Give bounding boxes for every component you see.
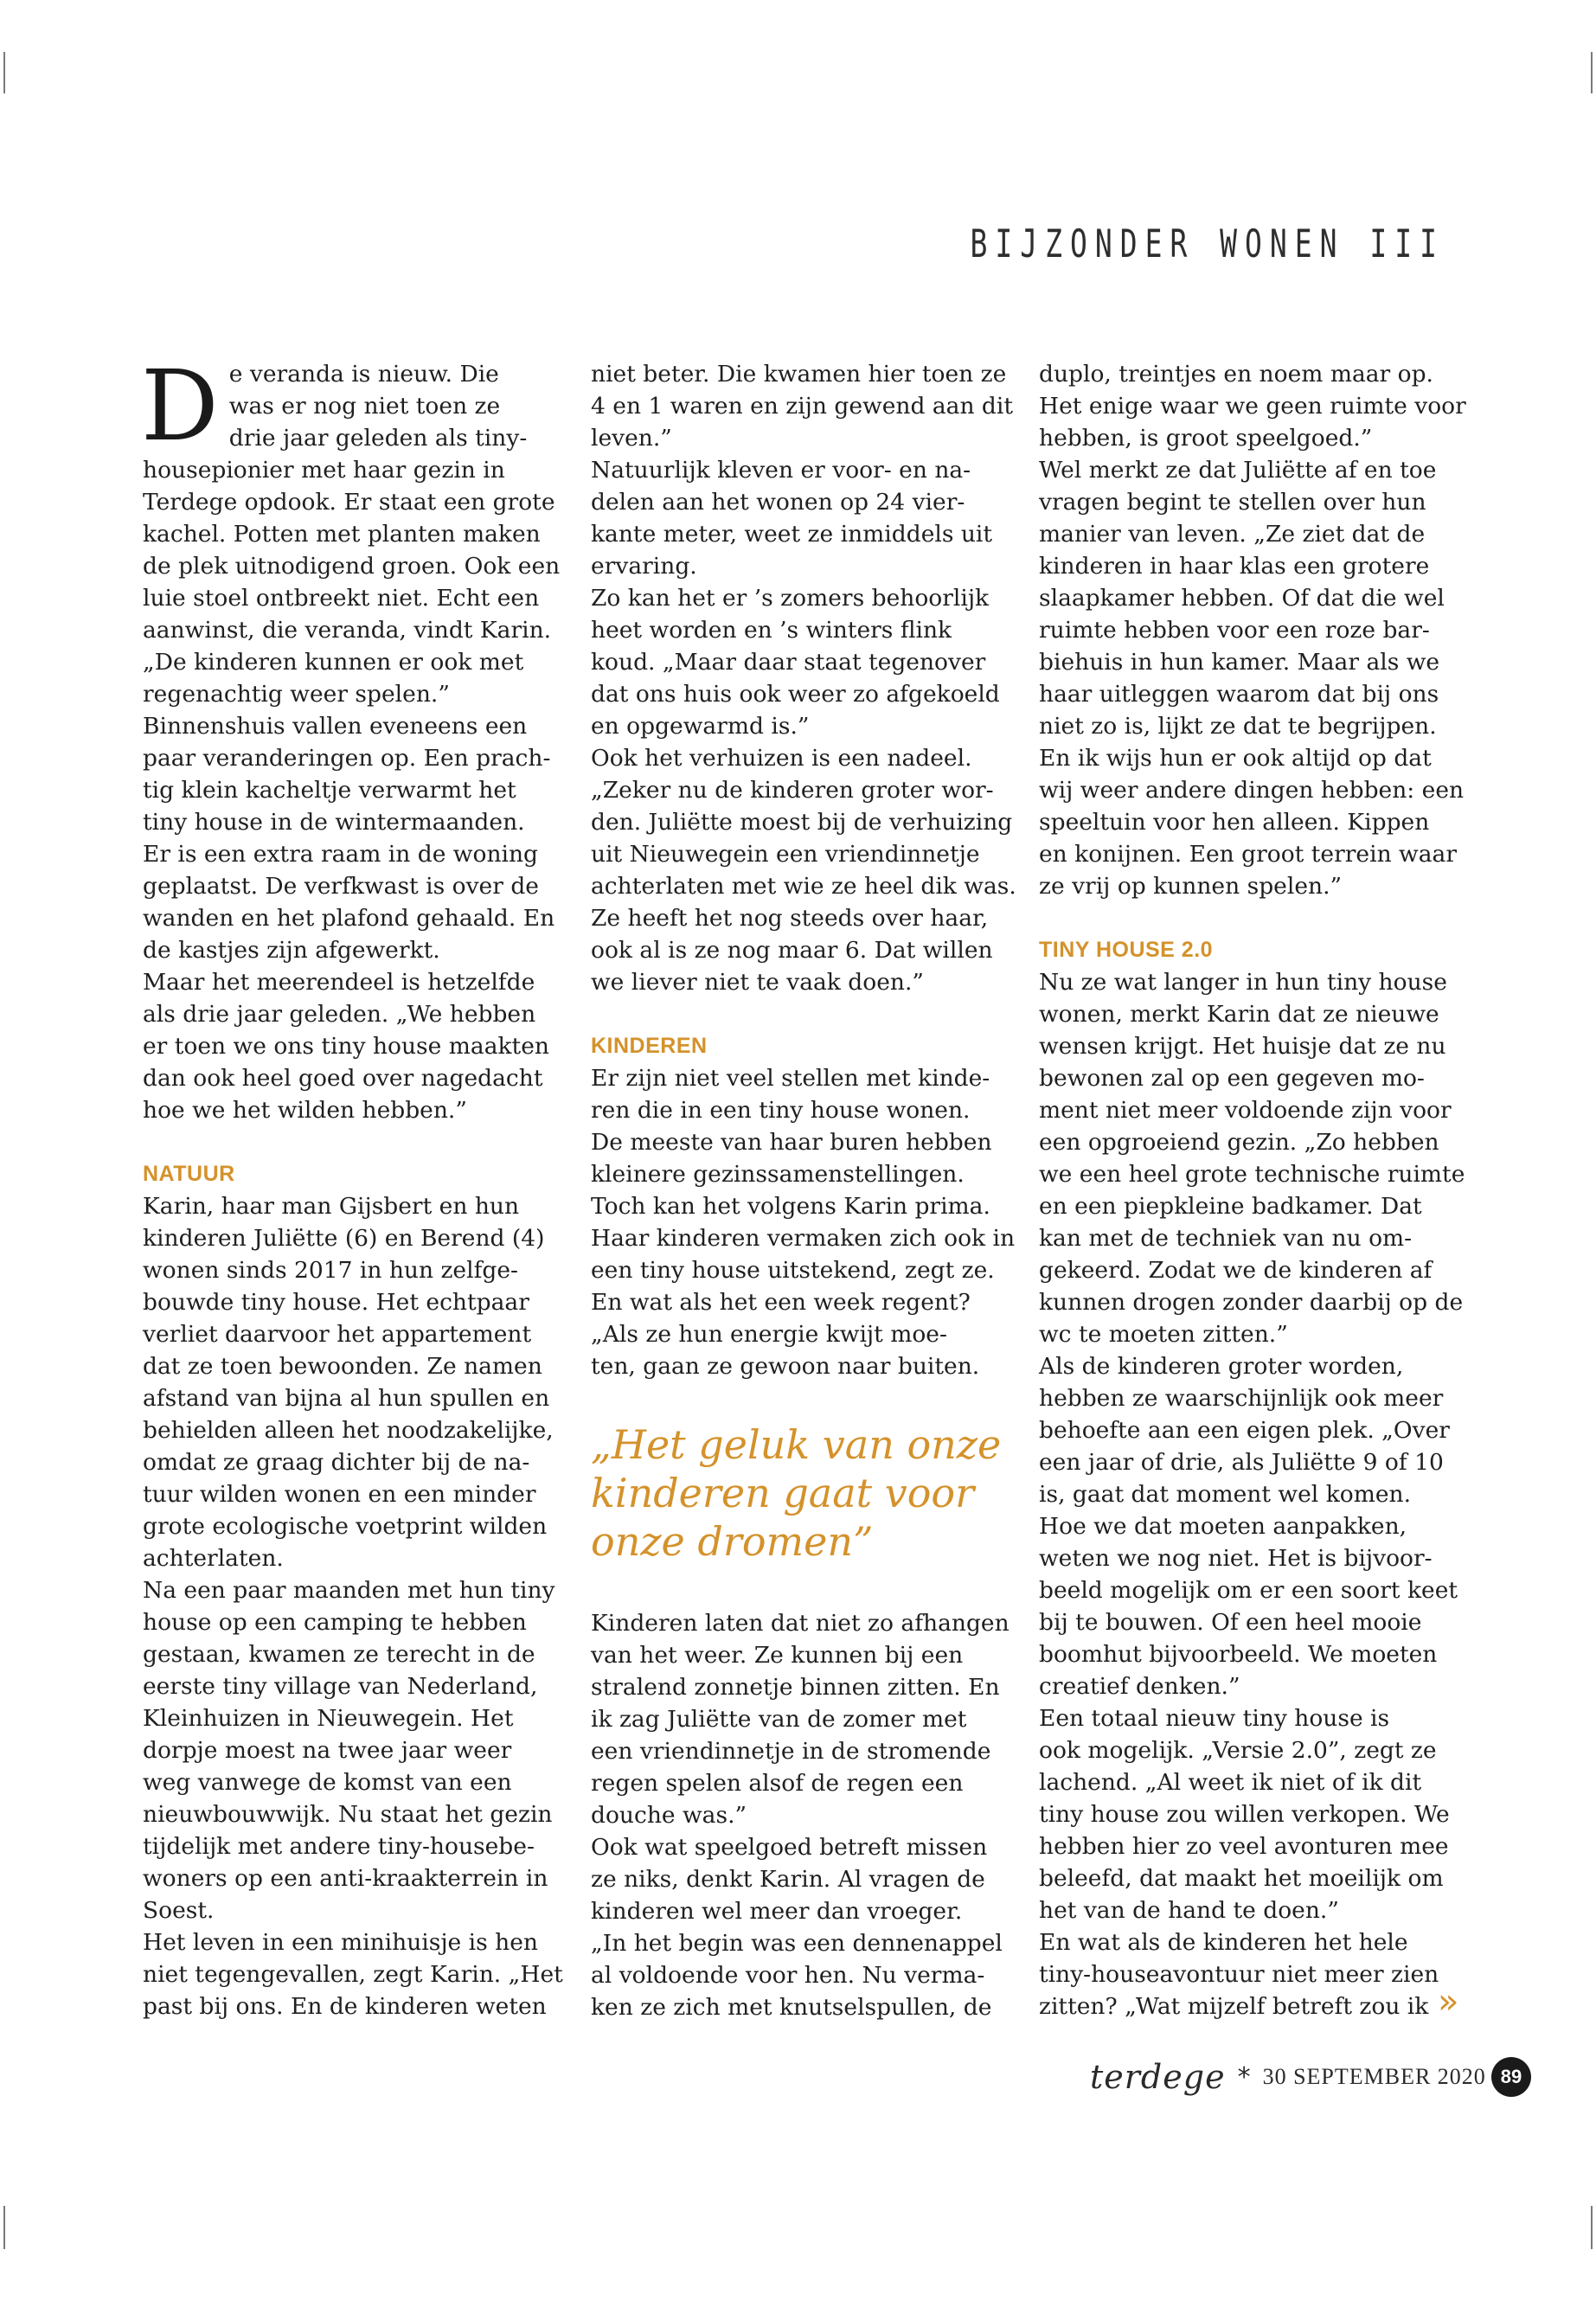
text-line: Een totaal nieuw tiny house is — [1039, 1705, 1390, 1732]
text-line: de kastjes zijn afgewerkt. — [143, 937, 440, 964]
article-column-3 — [1039, 358, 1466, 2022]
text-line: kunnen drogen zonder daarbij op de — [1039, 1289, 1464, 1316]
page-footer — [1090, 2051, 1486, 2103]
text-line: haar uitleggen waarom dat bij ons — [1039, 681, 1439, 708]
text-line: tiny house zou willen verkopen. We — [1039, 1801, 1450, 1828]
text-line: kinderen in haar klas een grotere — [1039, 553, 1430, 580]
text-line: wensen krijgt. Het huisje dat ze nu — [1039, 1033, 1446, 1060]
text-line: stralend zonnetje binnen zitten. En — [591, 1674, 1000, 1701]
body-text — [591, 1062, 1016, 1382]
subhead-tiny-house: TINY HOUSE 2.0 — [1039, 938, 1214, 962]
text-line: we een heel grote technische ruimte — [1039, 1161, 1465, 1188]
text-line: eerste tiny village van Nederland, — [143, 1673, 538, 1700]
text-line: bewonen zal op een gegeven mo- — [1039, 1065, 1425, 1092]
text-line: den. Juliëtte moest bij de verhuizing — [591, 809, 1013, 836]
text-line: gekeerd. Zodat we de kinderen af — [1039, 1257, 1433, 1284]
text-line: een jaar of drie, als Juliëtte 9 of 10 — [1039, 1449, 1444, 1476]
text-line: kan met de techniek van nu om- — [1039, 1225, 1413, 1252]
body-text — [1039, 966, 1465, 2022]
text-line: Binnenshuis vallen eveneens een — [143, 713, 528, 740]
text-line: paar veranderingen op. Een prach- — [143, 745, 551, 772]
text-line: achterlaten met wie ze heel dik was. — [591, 873, 1016, 900]
text-line: een tiny house uitstekend, zegt ze. — [591, 1257, 995, 1284]
text-line: dorpje moest na twee jaar weer — [143, 1737, 512, 1764]
text-line: douche was.” — [591, 1802, 747, 1829]
text-line: regen spelen alsof de regen een — [591, 1770, 964, 1797]
text-line: kinderen Juliëtte (6) en Berend (4) — [143, 1225, 545, 1252]
text-line: Hoe we dat moeten aanpakken, — [1039, 1513, 1407, 1540]
text-line: creatief denken.” — [1039, 1673, 1240, 1700]
text-line: wc te moeten zitten.” — [1039, 1321, 1288, 1348]
crop-mark-top-right — [1591, 52, 1593, 93]
text-line: Wel merkt ze dat Juliëtte af en toe — [1039, 457, 1437, 484]
text-line: was er nog niet toen ze — [228, 393, 501, 420]
text-line: Ook wat speelgoed betreft missen — [591, 1834, 988, 1861]
text-line: kleinere gezinssamenstellingen. — [591, 1161, 965, 1188]
text-line: house op een camping te hebben — [143, 1609, 527, 1636]
text-line: wij weer andere dingen hebben: een — [1039, 777, 1465, 804]
section-title: BIJZONDER WONEN III — [970, 221, 1445, 266]
issue-date: 30 SEPTEMBER 2020 — [1262, 2064, 1486, 2089]
text-line: En wat als het een week regent? — [591, 1289, 971, 1316]
text-line: tijdelijk met andere tiny-housebe- — [143, 1833, 535, 1860]
text-line: beeld mogelijk om er een soort keet — [1039, 1577, 1458, 1604]
text-line: Het enige waar we geen ruimte voor — [1039, 393, 1466, 420]
body-text — [591, 358, 1016, 998]
text-line: delen aan het wonen op 24 vier- — [591, 489, 965, 516]
text-line: Haar kinderen vermaken zich ook in — [591, 1225, 1016, 1252]
text-line: al voldoende voor hen. Nu verma- — [591, 1962, 985, 1989]
text-line: nieuwbouwwijk. Nu staat het gezin — [143, 1801, 553, 1828]
text-line: ik zag Juliëtte van de zomer met — [591, 1706, 967, 1733]
text-line: e veranda is nieuw. Die — [228, 361, 499, 388]
text-line: Ook het verhuizen is een nadeel. — [591, 745, 972, 772]
text-line: ruimte hebben voor een roze bar- — [1039, 617, 1430, 644]
text-line: wonen sinds 2017 in hun zelfge- — [143, 1257, 518, 1284]
text-line: „In het begin was een dennenappel — [591, 1930, 1003, 1957]
text-line: ren die in een tiny house wonen. — [591, 1097, 971, 1124]
text-line: ment niet meer voldoende zijn voor — [1039, 1097, 1452, 1124]
text-line: biehuis in hun kamer. Maar als we — [1039, 649, 1440, 676]
text-line: Natuurlijk kleven er voor- en na- — [591, 457, 971, 484]
text-line: aanwinst, die veranda, vindt Karin. — [143, 617, 552, 644]
magazine-logo: terdege — [1090, 2058, 1226, 2096]
text-line: De meeste van haar buren hebben — [591, 1129, 992, 1156]
text-line: tiny house in de wintermaanden. — [143, 809, 525, 836]
text-line: regenachtig weer spelen.” — [143, 681, 450, 708]
text-line: speeltuin voor hen alleen. Kippen — [1039, 809, 1430, 836]
text-line: Soest. — [143, 1897, 215, 1924]
dropcap-letter: D — [141, 350, 219, 463]
body-text — [1039, 358, 1466, 902]
text-line: En ik wijs hun er ook altijd op dat — [1039, 745, 1432, 772]
text-line: en konijnen. Een groot terrein waar — [1039, 841, 1458, 868]
text-line: hoe we het wilden hebben.” — [143, 1097, 467, 1124]
text-line: manier van leven. „Ze ziet dat de — [1039, 521, 1426, 548]
text-line: kachel. Potten met planten maken — [143, 521, 541, 548]
text-line: zitten? „Wat mijzelf betreft zou ik — [1039, 1993, 1429, 2020]
text-line: onze dromen” — [591, 1518, 874, 1565]
text-line: weg vanwege de komst van een — [143, 1769, 512, 1796]
text-line: luie stoel ontbreekt niet. Echt een — [143, 585, 540, 612]
body-text — [591, 1607, 1010, 2023]
text-line: Kinderen laten dat niet zo afhangen — [591, 1610, 1010, 1637]
text-line: „Als ze hun energie kwijt moe- — [591, 1321, 947, 1348]
crop-mark-bottom-right — [1591, 2206, 1593, 2249]
text-line: Er is een extra raam in de woning — [143, 841, 539, 868]
article-column-1 — [141, 350, 563, 2022]
text-line: leven.” — [591, 425, 672, 452]
text-line: „De kinderen kunnen er ook met — [143, 649, 524, 676]
subhead-natuur: NATUUR — [143, 1162, 235, 1186]
intro-paragraph — [141, 350, 542, 463]
text-line: Na een paar maanden met hun tiny — [143, 1577, 555, 1604]
text-line: Karin, haar man Gijsbert en hun — [143, 1193, 520, 1220]
text-line: afstand van bijna al hun spullen en — [143, 1385, 550, 1412]
text-line: 4 en 1 waren en zijn gewend aan dit — [591, 393, 1014, 420]
text-line: lachend. „Al weet ik niet of ik dit — [1039, 1769, 1422, 1796]
text-line: vragen begint te stellen over hun — [1039, 489, 1426, 516]
text-line: hebben hier zo veel avonturen mee — [1039, 1833, 1449, 1860]
subhead-kinderen: KINDEREN — [591, 1034, 708, 1058]
page-number: 89 — [1491, 2057, 1531, 2097]
text-line: kinderen gaat voor — [591, 1470, 975, 1516]
text-line: bouwde tiny house. Het echtpaar — [143, 1289, 529, 1316]
text-line: dan ook heel goed over nagedacht — [143, 1065, 543, 1092]
text-line: heet worden en ’s winters flink — [591, 617, 952, 644]
text-line: niet zo is, lijkt ze dat te begrijpen. — [1039, 713, 1437, 740]
text-line: hebben ze waarschijnlijk ook meer — [1039, 1385, 1444, 1412]
text-line: tig klein kacheltje verwarmt het — [143, 777, 516, 804]
text-line: kante meter, weet ze inmiddels uit — [591, 521, 993, 548]
text-line: drie jaar geleden als tiny- — [228, 425, 528, 452]
text-line: housepionier met haar gezin in — [143, 457, 505, 484]
text-line: Het leven in een minihuisje is hen — [143, 1929, 538, 1956]
text-line: En wat als de kinderen het hele — [1039, 1929, 1408, 1956]
text-line: koud. „Maar daar staat tegenover — [591, 649, 986, 676]
text-line: Ze heeft het nog steeds over haar, — [591, 905, 989, 932]
text-line: Kleinhuizen in Nieuwegein. Het — [143, 1705, 514, 1732]
text-line: ten, gaan ze gewoon naar buiten. — [591, 1353, 980, 1380]
text-line: „Het geluk van onze — [591, 1421, 1002, 1468]
text-line: niet beter. Die kwamen hier toen ze — [591, 361, 1007, 388]
text-line: achterlaten. — [143, 1545, 284, 1572]
text-line: bij te bouwen. Of een heel mooie — [1039, 1609, 1422, 1636]
text-line: Maar het meerendeel is hetzelfde — [143, 969, 535, 996]
text-line: ken ze zich met knutselspullen, de — [591, 1994, 992, 2021]
text-line: geplaatst. De verfkwast is over de — [143, 873, 539, 900]
text-line: ook mogelijk. „Versie 2.0”, zegt ze — [1039, 1737, 1437, 1764]
body-text — [143, 1190, 563, 2022]
body-text — [143, 454, 561, 1126]
text-line: wonen, merkt Karin dat ze nieuwe — [1039, 1001, 1439, 1028]
text-line: „Zeker nu de kinderen groter wor- — [591, 777, 994, 804]
text-line: Toch kan het volgens Karin prima. — [591, 1193, 990, 1220]
text-line: een opgroeiend gezin. „Zo hebben — [1039, 1129, 1439, 1156]
text-line: Nu ze wat langer in hun tiny house — [1039, 969, 1447, 996]
text-line: de plek uitnodigend groen. Ook een — [143, 553, 561, 580]
article-column-2 — [591, 358, 1016, 2023]
text-line: ook al is ze nog maar 6. Dat willen — [591, 937, 993, 964]
footer-separator: * — [1237, 2061, 1251, 2093]
text-line: grote ecologische voetprint wilden — [143, 1513, 548, 1540]
text-line: het van de hand te doen.” — [1039, 1897, 1339, 1924]
crop-mark-top-left — [3, 52, 5, 93]
text-line: is, gaat dat moment wel komen. — [1039, 1481, 1412, 1508]
continue-arrow-icon: » — [1438, 1982, 1459, 2022]
text-line: we liever niet te vaak doen.” — [591, 969, 924, 996]
text-line: woners op een anti-kraakterrein in — [143, 1865, 548, 1892]
text-line: tuur wilden wonen en een minder — [143, 1481, 536, 1508]
text-line: Er zijn niet veel stellen met kinde- — [591, 1065, 990, 1092]
text-line: dat ze toen bewoonden. Ze namen — [143, 1353, 542, 1380]
text-line: beleefd, dat maakt het moeilijk om — [1039, 1865, 1444, 1892]
text-line: duplo, treintjes en noem maar op. — [1039, 361, 1433, 388]
crop-mark-bottom-left — [3, 2206, 5, 2249]
text-line: niet tegengevallen, zegt Karin. „Het — [143, 1961, 563, 1988]
text-line: omdat ze graag dichter bij de na- — [143, 1449, 530, 1476]
text-line: er toen we ons tiny house maakten — [143, 1033, 549, 1060]
text-line: ze vrij op kunnen spelen.” — [1039, 873, 1343, 900]
text-line: weten we nog niet. Het is bijvoor- — [1039, 1545, 1433, 1572]
text-line: Zo kan het er ’s zomers behoorlijk — [591, 585, 990, 612]
text-line: ze niks, denkt Karin. Al vragen de — [591, 1866, 985, 1893]
text-line: verliet daarvoor het appartement — [143, 1321, 532, 1348]
text-line: gestaan, kwamen ze terecht in de — [143, 1641, 535, 1668]
text-line: als drie jaar geleden. „We hebben — [143, 1001, 536, 1028]
text-line: en opgewarmd is.” — [591, 713, 810, 740]
text-line: wanden en het plafond gehaald. En — [143, 905, 555, 932]
text-line: Terdege opdook. Er staat een grote — [143, 489, 555, 516]
text-line: een vriendinnetje in de stromende — [591, 1738, 991, 1765]
text-line: uit Nieuwegein een vriendinnetje — [591, 841, 980, 868]
text-line: slaapkamer hebben. Of dat die wel — [1039, 585, 1445, 612]
text-line: kinderen wel meer dan vroeger. — [591, 1898, 963, 1925]
text-line: en een piepkleine badkamer. Dat — [1039, 1193, 1422, 1220]
text-line: boomhut bijvoorbeeld. We moeten — [1039, 1641, 1438, 1668]
text-line: ervaring. — [591, 553, 697, 580]
text-line: behielden alleen het noodzakelijke, — [143, 1417, 554, 1444]
text-line: past bij ons. En de kinderen weten — [143, 1993, 547, 2020]
text-line: hebben, is groot speelgoed.” — [1039, 425, 1373, 452]
text-line: Als de kinderen groter worden, — [1039, 1353, 1404, 1380]
text-line: behoefte aan een eigen plek. „Over — [1039, 1417, 1450, 1444]
text-line: van het weer. Ze kunnen bij een — [591, 1642, 964, 1669]
text-line: dat ons huis ook weer zo afgekoeld — [591, 681, 1000, 708]
text-line: tiny-houseavontuur niet meer zien — [1039, 1961, 1439, 1988]
pull-quote — [591, 1420, 1002, 1566]
